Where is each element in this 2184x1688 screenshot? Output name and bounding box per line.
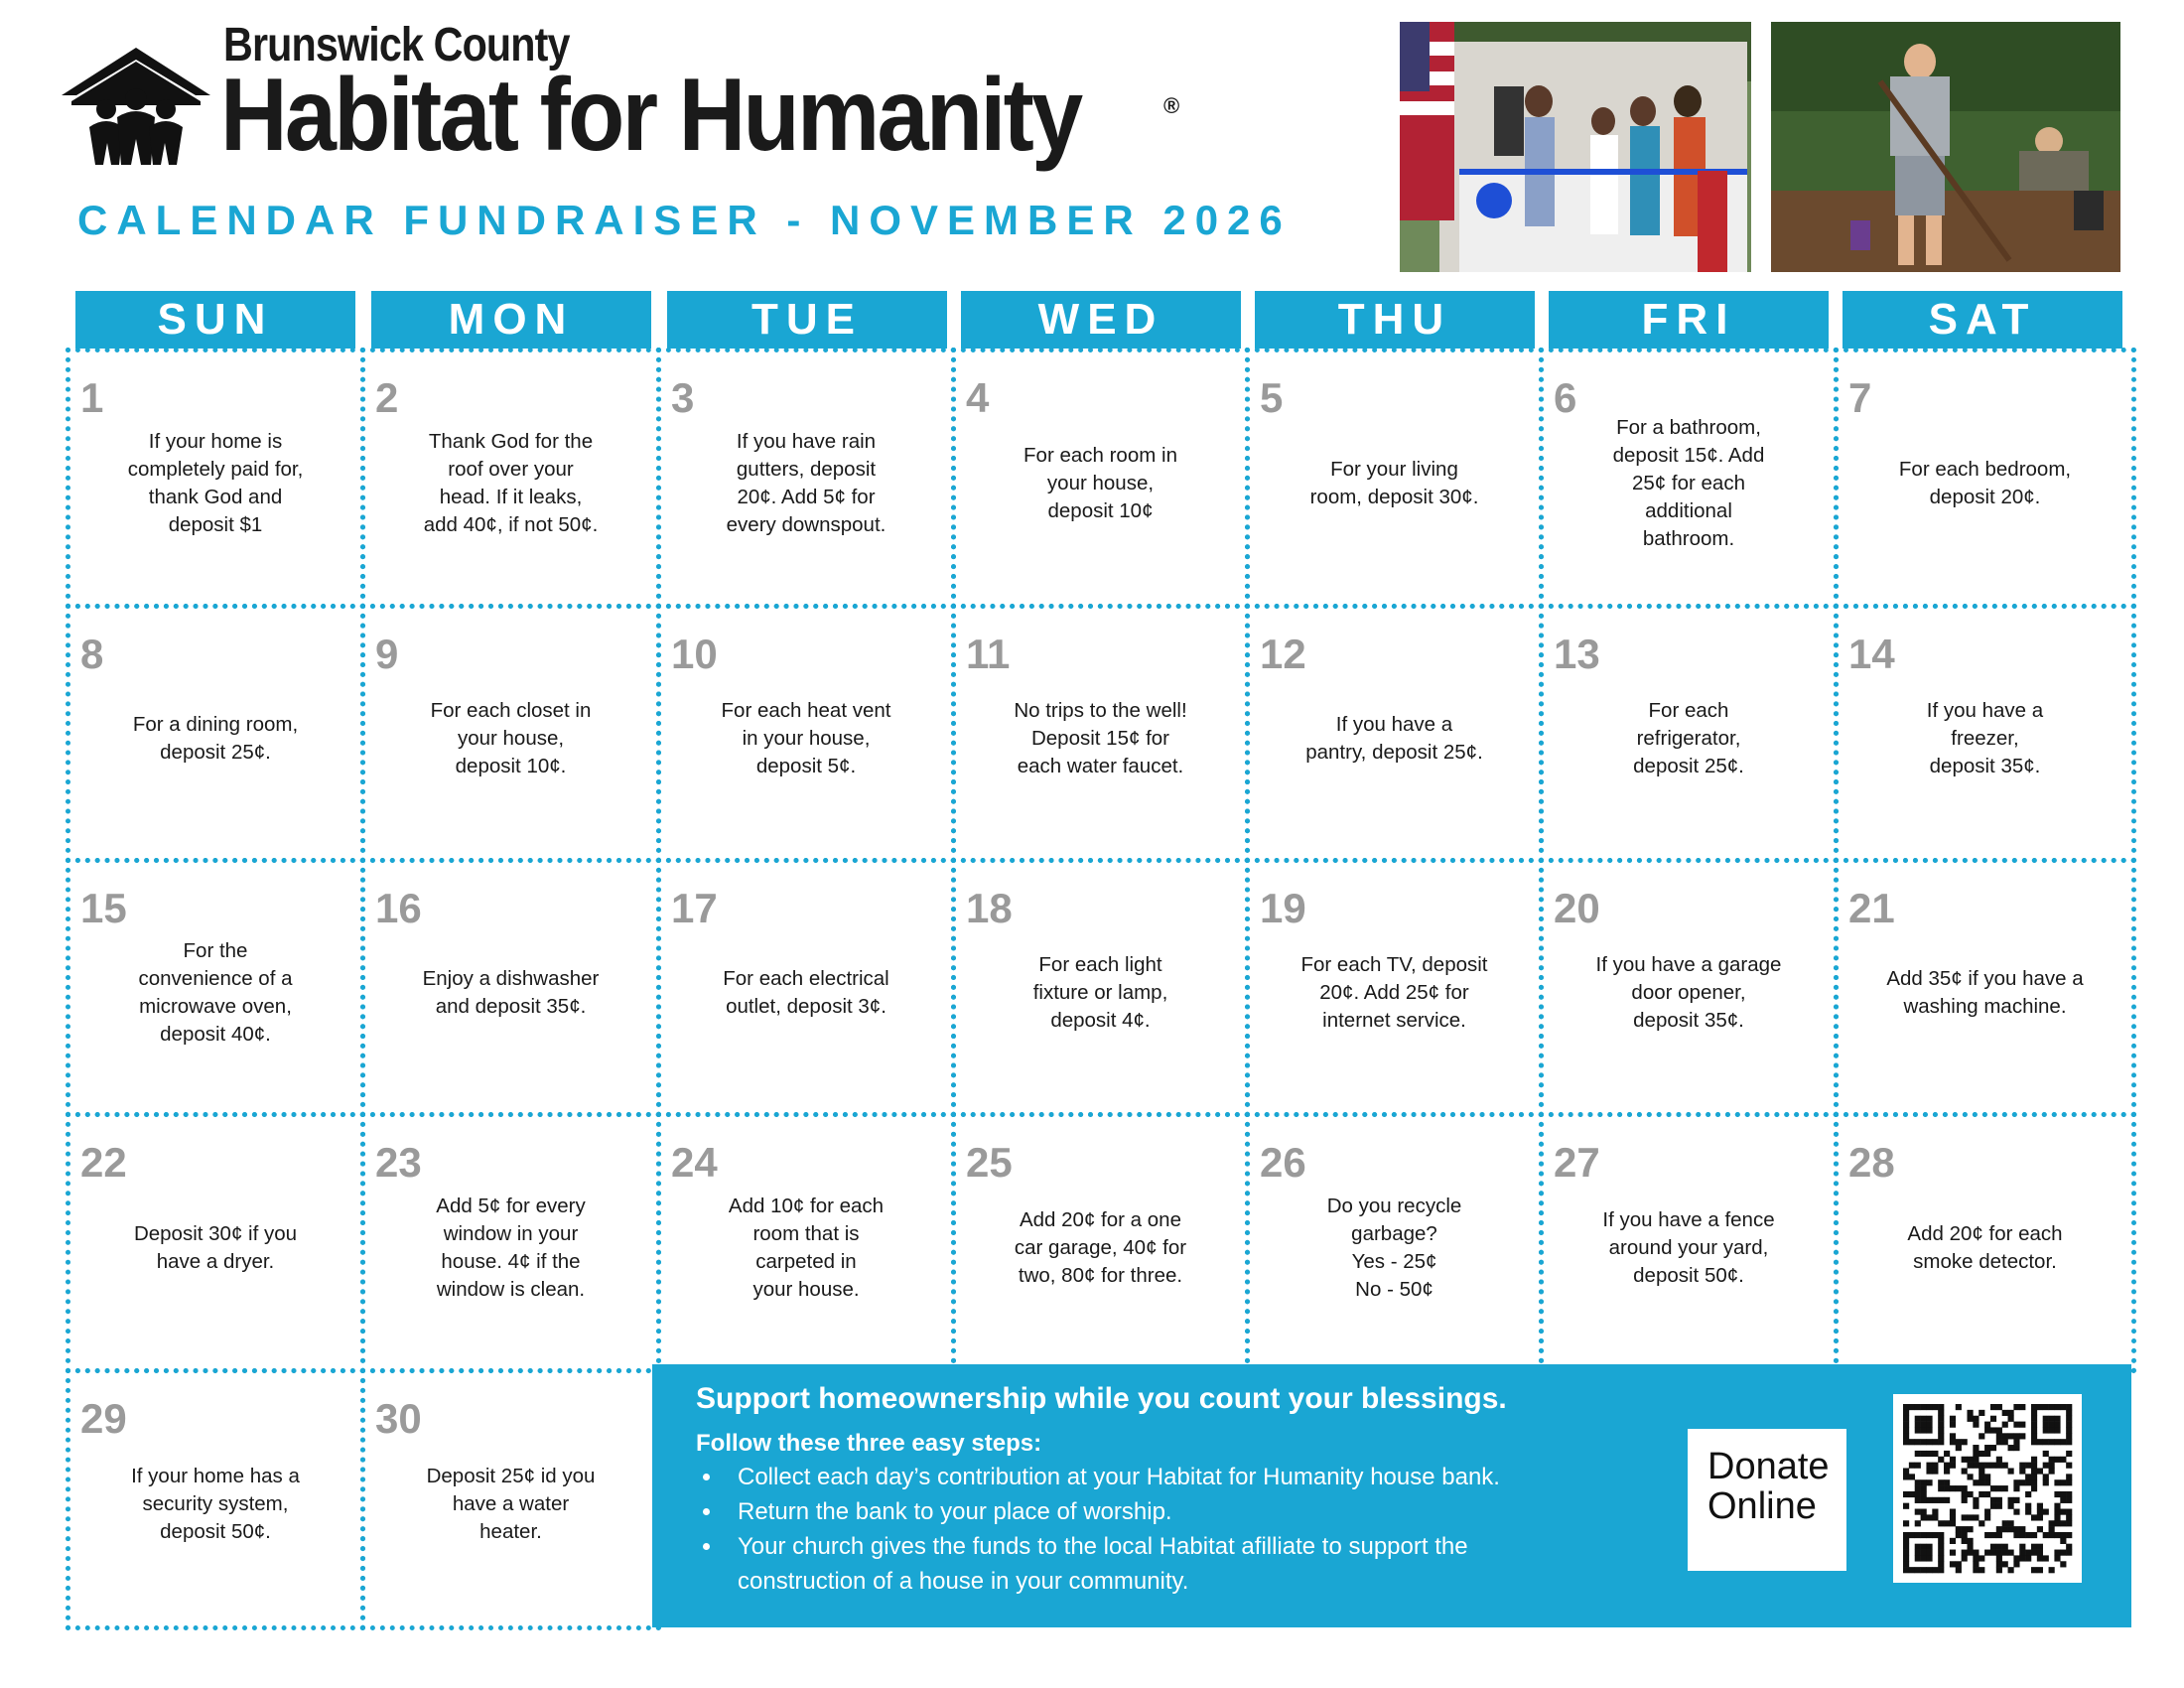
weekday-header-sun: SUN xyxy=(75,291,355,349)
day-cell xyxy=(1539,858,1839,1117)
day-instruction: For your living room, deposit 30¢. xyxy=(1309,457,1479,508)
day-number: 4 xyxy=(966,374,990,421)
day-instruction: Do you recycle garbage? Yes - 25¢ No - 50¢ xyxy=(1326,1194,1462,1301)
day-instruction: Deposit 30¢ if you have a dryer. xyxy=(133,1221,298,1273)
weekday-header-mon: MON xyxy=(371,291,651,349)
day-cell xyxy=(951,858,1250,1117)
day-number: 6 xyxy=(1554,374,1577,421)
day-number: 23 xyxy=(375,1139,422,1186)
day-cell xyxy=(656,604,956,863)
day-cell xyxy=(1245,1112,1544,1373)
day-cell xyxy=(656,348,956,609)
day-number: 20 xyxy=(1554,885,1600,931)
step-item: • Collect each day’s contribution at your Habitat for Humanity house bank. xyxy=(724,1460,1597,1494)
day-cell xyxy=(951,1112,1250,1373)
day-instruction: If you have a garage door opener, deposit 35¢. xyxy=(1595,952,1782,1032)
donate-online-label: Donate Online xyxy=(1688,1429,1846,1571)
day-cell xyxy=(66,858,365,1117)
day-cell xyxy=(360,348,661,609)
day-instruction: For a dining room, deposit 25¢. xyxy=(132,712,299,764)
registered-mark: ® xyxy=(1163,93,1180,118)
day-number: 13 xyxy=(1554,631,1600,677)
day-instruction: Add 20¢ for each smoke detector. xyxy=(1907,1221,2063,1273)
day-number: 18 xyxy=(966,885,1013,931)
day-number: 22 xyxy=(80,1139,127,1186)
day-instruction: If your home is completely paid for, thank God and deposit $1 xyxy=(127,429,304,536)
weekday-header-fri: FRI xyxy=(1549,291,1829,349)
instructions-subheading: Follow these three easy steps: xyxy=(696,1430,1042,1457)
day-instruction: For each room in your house, deposit 10¢ xyxy=(1024,443,1177,522)
day-number: 8 xyxy=(80,631,104,677)
day-number: 19 xyxy=(1260,885,1306,931)
day-number: 1 xyxy=(80,374,104,421)
day-instruction: For each closet in your house, deposit 10¢. xyxy=(430,698,592,777)
day-cell xyxy=(360,1112,661,1373)
day-number: 24 xyxy=(671,1139,718,1186)
day-cell xyxy=(951,604,1250,863)
day-instruction: Add 5¢ for every window in your house. 4¢ if the window is clean. xyxy=(436,1194,586,1301)
day-number: 27 xyxy=(1554,1139,1600,1186)
day-number: 14 xyxy=(1848,631,1895,677)
weekday-header-sat: SAT xyxy=(1843,291,2122,349)
day-cell xyxy=(1539,348,1839,609)
weekday-header-thu: THU xyxy=(1255,291,1535,349)
day-instruction: For each bedroom, deposit 20¢. xyxy=(1898,457,2072,508)
day-number: 15 xyxy=(80,885,127,931)
day-cell xyxy=(656,858,956,1117)
day-instruction: No trips to the well! Deposit 15¢ for each water faucet. xyxy=(1014,698,1187,777)
day-number: 3 xyxy=(671,374,695,421)
day-number: 7 xyxy=(1848,374,1872,421)
day-cell xyxy=(1245,604,1544,863)
habitat-logo-icon xyxy=(62,48,210,167)
day-number: 12 xyxy=(1260,631,1306,677)
day-cell xyxy=(66,348,365,609)
day-cell xyxy=(1834,858,2136,1117)
day-instruction: Add 10¢ for each room that is carpeted in your house. xyxy=(728,1194,885,1301)
weekday-header-tue: TUE xyxy=(667,291,947,349)
org-name: Habitat for Humanity xyxy=(220,58,1081,173)
day-instruction: If you have a freezer, deposit 35¢. xyxy=(1926,698,2044,777)
day-cell xyxy=(1245,858,1544,1117)
day-number: 29 xyxy=(80,1395,127,1442)
day-instruction: For the convenience of a microwave oven, deposit 40¢. xyxy=(138,938,293,1046)
day-number: 21 xyxy=(1848,885,1895,931)
day-number: 10 xyxy=(671,631,718,677)
day-number: 28 xyxy=(1848,1139,1895,1186)
day-cell xyxy=(1539,604,1839,863)
day-instruction: For a bathroom, deposit 15¢. Add 25¢ for each additional bathroom. xyxy=(1612,415,1765,550)
day-instruction: For each electrical outlet, deposit 3¢. xyxy=(723,966,889,1018)
day-cell xyxy=(1539,1112,1839,1373)
step-item: • Return the bank to your place of worship. xyxy=(724,1494,1597,1529)
day-number: 2 xyxy=(375,374,399,421)
day-number: 17 xyxy=(671,885,718,931)
day-instruction: If your home has a security system, deposit 50¢. xyxy=(131,1465,300,1543)
day-cell xyxy=(951,348,1250,609)
day-cell xyxy=(360,604,661,863)
day-cell xyxy=(1834,1112,2136,1373)
photo-ribbon-cutting xyxy=(1400,22,1751,272)
day-instruction: For each light fixture or lamp, deposit 4¢. xyxy=(1032,952,1168,1032)
day-instruction: For each heat vent in your house, deposit 5¢. xyxy=(721,698,891,777)
instructions-heading: Support homeownership while you count your blessings. xyxy=(696,1382,1507,1415)
photo-volunteers-digging xyxy=(1771,22,2120,272)
instructions-panel xyxy=(652,1364,2131,1627)
day-number: 30 xyxy=(375,1395,422,1442)
day-cell xyxy=(66,1368,365,1630)
day-instruction: Deposit 25¢ id you have a water heater. xyxy=(426,1465,596,1543)
day-number: 11 xyxy=(966,631,1011,677)
qr-code-icon[interactable] xyxy=(1893,1394,2082,1583)
day-cell xyxy=(1834,604,2136,863)
day-number: 16 xyxy=(375,885,422,931)
day-instruction: Thank God for the roof over your head. If it leaks, add 40¢, if not 50¢. xyxy=(423,429,599,536)
day-cell xyxy=(656,1112,956,1373)
org-county: Brunswick County xyxy=(223,19,570,71)
habitat-logo xyxy=(62,18,1180,177)
day-number: 5 xyxy=(1260,374,1284,421)
day-cell xyxy=(1834,348,2136,609)
day-instruction: Enjoy a dishwasher and deposit 35¢. xyxy=(422,966,600,1018)
day-number: 25 xyxy=(966,1139,1013,1186)
weekday-header-wed: WED xyxy=(961,291,1241,349)
day-cell xyxy=(360,858,661,1117)
day-instruction: Add 20¢ for a one car garage, 40¢ for two, 80¢ for three. xyxy=(1014,1207,1187,1287)
day-cell xyxy=(66,604,365,863)
day-number: 26 xyxy=(1260,1139,1306,1186)
day-instruction: For each refrigerator, deposit 25¢. xyxy=(1633,698,1744,777)
steps-list xyxy=(696,1460,1597,1599)
day-instruction: Add 35¢ if you have a washing machine. xyxy=(1886,966,2084,1018)
page-title: CALENDAR FUNDRAISER - NOVEMBER 2026 xyxy=(77,197,1292,243)
day-instruction: For each TV, deposit 20¢. Add 25¢ for internet service. xyxy=(1300,952,1488,1032)
day-cell xyxy=(1245,348,1544,609)
day-number: 9 xyxy=(375,631,399,677)
day-instruction: If you have a pantry, deposit 25¢. xyxy=(1305,712,1483,764)
day-cell xyxy=(66,1112,365,1373)
day-cell xyxy=(360,1368,661,1630)
day-instruction: If you have a fence around your yard, deposit 50¢. xyxy=(1602,1207,1775,1287)
day-instruction: If you have rain gutters, deposit 20¢. Add 5¢ for every downspout. xyxy=(726,429,887,536)
step-item: • Your church gives the funds to the local Habitat afilliate to support the construction of a house in your community. xyxy=(724,1529,1597,1599)
